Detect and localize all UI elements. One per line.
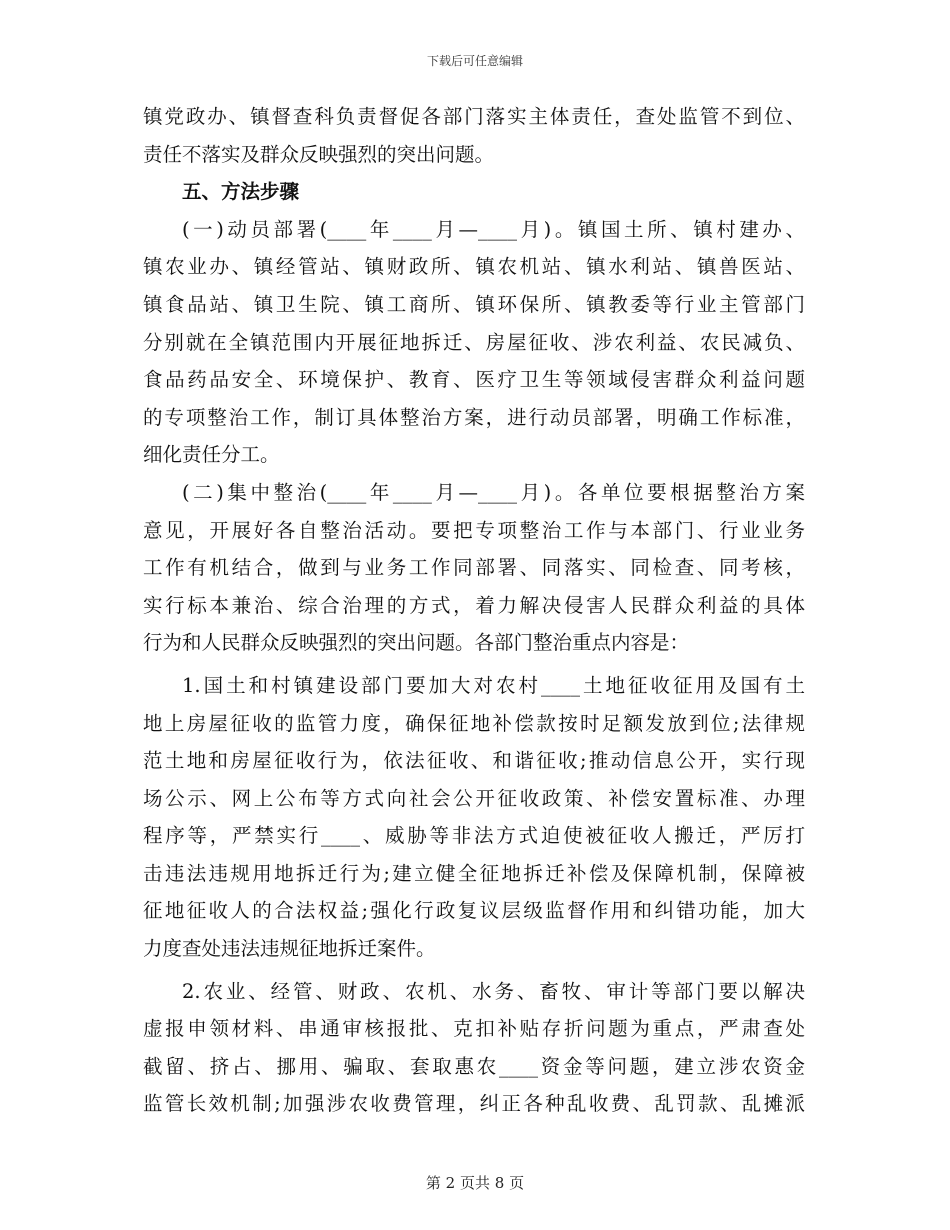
text-line: 镇党政办、镇督查科负责督促各部门落实主体责任，查处监管不到位、 xyxy=(143,105,805,128)
text-line: 场公示、网上公布等方式向社会公开征收政策、补偿安置标准、办理 xyxy=(143,786,805,810)
text-line: 镇农业办、镇经管站、镇财政所、镇农机站、镇水利站、镇兽医站、 xyxy=(143,255,805,279)
section-heading xyxy=(143,173,805,211)
paragraph xyxy=(143,474,805,662)
text-line: 分别就在全镇范围内开展征地拆迁、房屋征收、涉农利益、农民减负、 xyxy=(143,330,805,354)
text-line: (一)动员部署(____年____月—____月)。镇国土所、镇村建办、 xyxy=(182,217,805,241)
text-line: 细化责任分工。 xyxy=(143,443,280,467)
paragraph xyxy=(143,667,805,968)
paragraph xyxy=(143,98,805,173)
text-line: 程序等，严禁实行____、威胁等非法方式迫使被征收人搬迁，严厉打 xyxy=(143,824,805,848)
page-footer: 第 2 页共 8 页 xyxy=(425,1174,525,1192)
text-line: 范土地和房屋征收行为，依法征收、和谐征收;推动信息公开，实行现 xyxy=(143,749,805,773)
text-line: 力度查处违法违规征地拆迁案件。 xyxy=(143,937,436,961)
page-header: 下载后可任意编辑 xyxy=(426,54,523,68)
document-body xyxy=(143,98,805,1123)
text-line: 2.农业、经管、财政、农机、水务、畜牧、审计等部门要以解决 xyxy=(182,979,805,1003)
text-line: 责任不落实及群众反映强烈的突出问题。 xyxy=(143,142,495,166)
text-line: 地上房屋征收的监管力度，确保征地补偿款按时足额发放到位;法律规 xyxy=(143,711,805,735)
text-line: 截留、挤占、挪用、骗取、套取惠农____资金等问题，建立涉农资金 xyxy=(143,1054,805,1078)
text-line: 行为和人民群众反映强烈的突出问题。各部门整治重点内容是： xyxy=(143,631,690,655)
text-line: 击违法违规用地拆迁行为;建立健全征地拆迁补偿及保障机制，保障被 xyxy=(143,861,805,885)
text-line: 征地征收人的合法权益;强化行政复议层级监督作用和纠错功能，加大 xyxy=(143,899,805,923)
text-line: 的专项整治工作，制订具体整治方案，进行动员部署，明确工作标准， xyxy=(143,405,805,429)
text-line: 食品药品安全、环境保护、教育、医疗卫生等领域侵害群众利益问题 xyxy=(143,368,805,392)
text-line: (二)集中整治(____年____月—____月)。各单位要根据整治方案 xyxy=(182,480,805,504)
text-line: 意见，开展好各自整治活动。要把专项整治工作与本部门、行业业务 xyxy=(143,518,805,542)
text-line: 监管长效机制;加强涉农收费管理，纠正各种乱收费、乱罚款、乱摊派 xyxy=(143,1092,805,1116)
paragraph xyxy=(143,211,805,474)
paragraph xyxy=(143,973,805,1123)
text-line: 镇食品站、镇卫生院、镇工商所、镇环保所、镇教委等行业主管部门 xyxy=(143,292,805,316)
heading-text: 五、方法步骤 xyxy=(182,180,300,204)
text-line: 实行标本兼治、综合治理的方式，着力解决侵害人民群众利益的具体 xyxy=(143,593,805,617)
text-line: 工作有机结合，做到与业务工作同部署、同落实、同检查、同考核， xyxy=(143,556,805,580)
text-line: 虚报申领材料、串通审核报批、克扣补贴存折问题为重点，严肃查处 xyxy=(143,1017,805,1041)
text-line: 1.国土和村镇建设部门要加大对农村____土地征收征用及国有土 xyxy=(182,673,805,697)
